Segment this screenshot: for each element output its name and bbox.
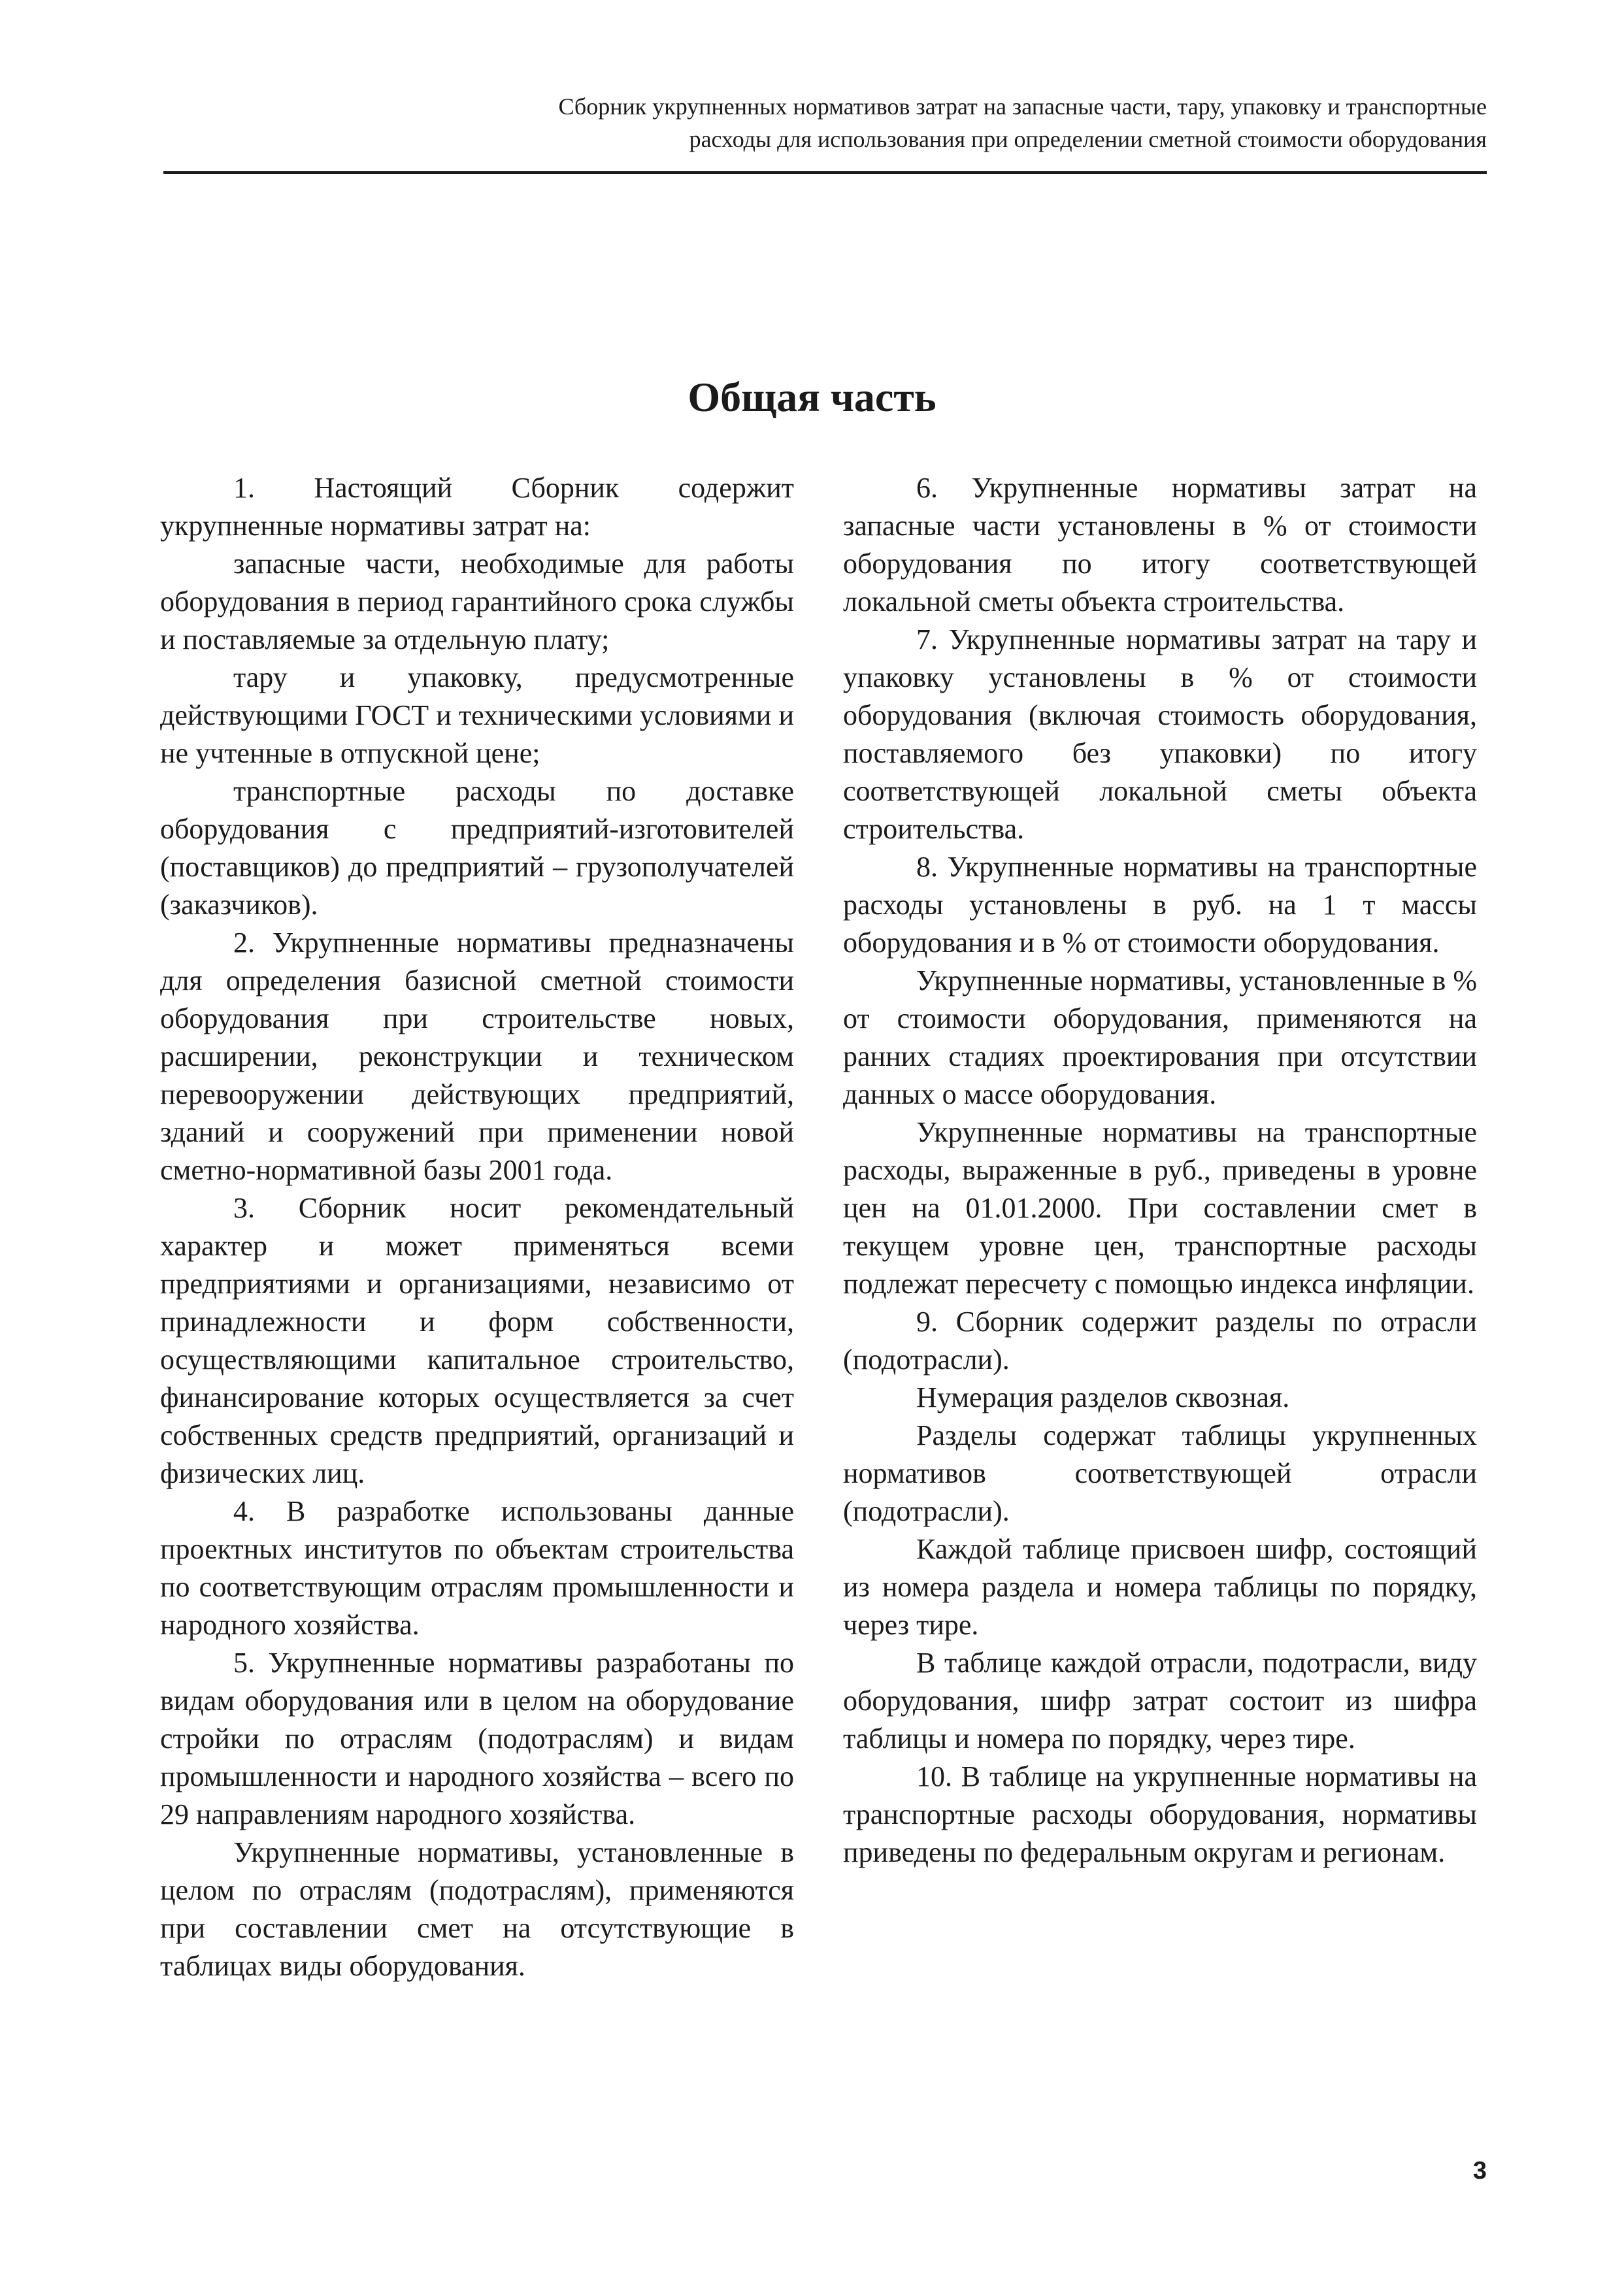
paragraph: 5. Укрупненные нормативы разработаны по видам оборудования или в целом на оборудование стройки по отраслям (подотраслям) и видам промышленности и народного хозяйства – всего по 29 направлениям народного хозяйства.	[160, 1647, 794, 1830]
paragraph: 3. Сборник носит рекомендательный характер и может применяться всеми предприятиями и организациями, независимо от принадлежности и форм собственности, осуществляющими капитальное строительство, финансирование которых осуществляется за счет собственных средств предприятий, организаций и физических лиц.	[160, 1192, 794, 1489]
paragraph: транспортные расходы по доставке оборудования с предприятий-изготовителей (поставщиков) до предприятий – грузополучателей (заказчиков).	[160, 775, 794, 921]
running-header-line-1: Сборник укрупненных нормативов затрат на запасные части, тару, упаковку и транспортные	[558, 93, 1487, 120]
paragraph: Укрупненные нормативы, установленные в % от стоимости оборудования, применяются на ранних стадиях проектирования при отсутствии данных о массе оборудования.	[843, 965, 1477, 1110]
paragraph: 8. Укрупненные нормативы на транспортные расходы установлены в руб. на 1 т массы оборудования и в % от стоимости оборудования.	[843, 851, 1477, 959]
paragraph: 9. Сборник содержит разделы по отрасли (подотрасли).	[843, 1306, 1477, 1376]
left-column	[160, 469, 794, 1985]
running-header-line-2: расходы для использования при определении сметной стоимости оборудования	[689, 126, 1487, 152]
right-column	[843, 469, 1477, 1872]
paragraph: 10. В таблице на укрупненные нормативы на транспортные расходы оборудования, нормативы приведены по федеральным округам и регионам.	[843, 1760, 1477, 1868]
paragraph: Укрупненные нормативы на транспортные расходы, выраженные в руб., приведены в уровне цен на 01.01.2000. При составлении смет в текущем уровне цен, транспортные расходы подлежат пересчету с помощью индекса инфляции.	[843, 1116, 1477, 1300]
paragraph: В таблице каждой отрасли, подотрасли, виду оборудования, шифр затрат состоит из шифра таблицы и номера по порядку, через тире.	[843, 1647, 1477, 1755]
paragraph: Укрупненные нормативы, установленные в целом по отраслям (подотраслям), применяются при составлении смет на отсутствующие в таблицах виды оборудования.	[160, 1836, 794, 1982]
section-title: Общая часть	[688, 374, 936, 420]
page-number: 3	[1472, 2157, 1487, 2185]
paragraph: 7. Укрупненные нормативы затрат на тару и упаковку установлены в % от стоимости оборудования (включая стоимость оборудования, поставляемого без упаковки) по итогу соответствующей локальной сметы объекта строительства.	[843, 623, 1477, 845]
paragraph: 4. В разработке использованы данные проектных институтов по объектам строительства по соответствующим отраслям промышленности и народного хозяйства.	[160, 1495, 794, 1641]
paragraph: Каждой таблице присвоен шифр, состоящий из номера раздела и номера таблицы по порядку, через тире.	[843, 1533, 1477, 1641]
running-header	[558, 90, 1487, 156]
paragraph: 1. Настоящий Сборник содержит укрупненные нормативы затрат на:	[160, 472, 794, 542]
header-rule	[163, 171, 1487, 174]
paragraph: запасные части, необходимые для работы оборудования в период гарантийного срока службы и поставляемые за отдельную плату;	[160, 548, 794, 655]
paragraph: Нумерация разделов сквозная.	[916, 1381, 1290, 1413]
paragraph: 6. Укрупненные нормативы затрат на запасные части установлены в % от стоимости оборудования по итогу соответствующей локальной сметы объекта строительства.	[843, 472, 1477, 618]
paragraph: тару и упаковку, предусмотренные действующими ГОСТ и техническими условиями и не учтенные в отпускной цене;	[160, 661, 794, 769]
paragraph: Разделы содержат таблицы укрупненных нормативов соответствующей отрасли (подотрасли).	[843, 1419, 1477, 1527]
paragraph: 2. Укрупненные нормативы предназначены для определения базисной сметной стоимости оборудования при строительстве новых, расширении, реконструкции и техническом перевооружении действующих предприятий, зданий и сооружений при применении новой сметно-нормативной базы 2001 года.	[160, 927, 794, 1186]
